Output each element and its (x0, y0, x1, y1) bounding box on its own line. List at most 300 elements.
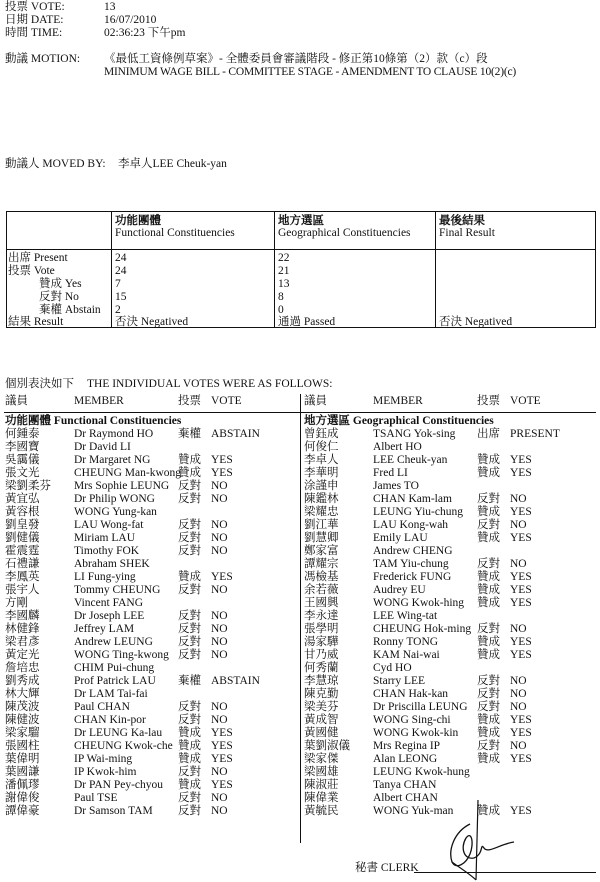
member-row (304, 454, 596, 467)
vote-en: NO (211, 766, 228, 778)
member-name-en: Tanya CHAN (373, 779, 437, 791)
functional-vote: 24 (115, 265, 127, 277)
vote-zh: 贊成 (477, 714, 500, 726)
vote-en: NO (211, 480, 228, 492)
member-name-en: WONG Kwok-hing (373, 597, 465, 609)
member-name-zh: 劉秀成 (5, 675, 40, 687)
col-header-functional-zh: 功能團體 (115, 215, 161, 227)
vote-zh: 贊成 (178, 740, 201, 752)
member-name-en: Andrew LEUNG (74, 636, 153, 648)
member-name-en: WONG Sing-chi (373, 714, 451, 726)
vote-en: NO (510, 701, 527, 713)
member-row (5, 441, 295, 454)
vote-en: NO (211, 805, 228, 817)
member-name-zh: 黃毓民 (304, 805, 339, 817)
functional-abstain: 2 (115, 304, 121, 316)
member-name-en: CHAN Kam-lam (373, 493, 452, 505)
member-name-zh: 黃容根 (5, 506, 40, 518)
member-name-en: Mrs Sophie LEUNG (74, 480, 170, 492)
member-name-zh: 張國柱 (5, 740, 40, 752)
member-row (5, 532, 295, 545)
member-name-zh: 霍震霆 (5, 545, 40, 557)
geographical-yes: 13 (278, 278, 290, 290)
member-name-zh: 李永達 (304, 610, 339, 622)
vote-en: NO (211, 532, 228, 544)
vote-zh: 反對 (477, 519, 500, 531)
member-row (5, 584, 295, 597)
col-header-geographical-en: Geographical Constituencies (278, 227, 411, 239)
member-name-en: Dr Margaret NG (74, 454, 151, 466)
vote-zh: 棄權 (178, 428, 201, 440)
member-name-zh: 黃國健 (304, 727, 339, 739)
functional-present: 24 (115, 252, 127, 264)
vote-zh: 出席 (477, 428, 500, 440)
vote-en: YES (211, 727, 233, 739)
functional-yes: 7 (115, 278, 121, 290)
clerk-signature (440, 798, 520, 882)
member-name-en: Andrew CHENG (373, 545, 453, 557)
date-value: 16/07/2010 (104, 14, 157, 26)
final-result: 否決 Negatived (439, 316, 513, 328)
member-row (304, 753, 596, 766)
vote-en: YES (510, 649, 532, 661)
vote-zh: 贊成 (477, 805, 500, 817)
member-name-en: KAM Nai-wai (373, 649, 440, 661)
member-name-zh: 陳淑莊 (304, 779, 339, 791)
member-name-zh: 梁家傑 (304, 753, 339, 765)
vote-en: NO (510, 558, 527, 570)
vote-zh: 贊成 (477, 506, 500, 518)
moved-by-value: 李卓人LEE Cheuk-yan (118, 158, 227, 170)
member-row (304, 779, 596, 792)
member-name-en: Alan LEONG (373, 753, 438, 765)
vote-en: YES (510, 597, 532, 609)
motion-title-en: MINIMUM WAGE BILL - COMMITTEE STAGE - AMENDMENT TO CLAUSE 10(2)(c) (104, 66, 516, 78)
col-member-en-right: MEMBER (373, 395, 423, 407)
member-row (304, 597, 596, 610)
member-name-zh: 何俊仁 (304, 441, 339, 453)
vote-en: YES (510, 532, 532, 544)
vote-zh: 贊成 (477, 727, 500, 739)
row-label-no: 反對 No (39, 291, 79, 303)
vote-zh: 反對 (477, 701, 500, 713)
vote-number: 13 (104, 1, 116, 13)
col-header-final-en: Final Result (439, 227, 495, 239)
member-name-en: WONG Yuk-man (373, 805, 454, 817)
table-divider (435, 212, 436, 327)
member-name-en: CHEUNG Kwok-che (74, 740, 173, 752)
member-name-en: WONG Kwok-kin (373, 727, 459, 739)
vote-zh: 反對 (178, 519, 201, 531)
vote-en: YES (211, 753, 233, 765)
vote-en: NO (211, 649, 228, 661)
col-vote-en-right: VOTE (510, 395, 541, 407)
member-name-zh: 劉皇發 (5, 519, 40, 531)
member-name-zh: 甘乃威 (304, 649, 339, 661)
member-row (5, 610, 295, 623)
geographical-abstain: 0 (278, 304, 284, 316)
geographical-section-label: 地方選區 Geographical Constituencies (304, 415, 494, 427)
vote-zh: 反對 (178, 792, 201, 804)
member-name-zh: 謝偉俊 (5, 792, 40, 804)
member-name-zh: 李慧琼 (304, 675, 339, 687)
vote-zh: 贊成 (477, 584, 500, 596)
member-name-en: Timothy FOK (74, 545, 140, 557)
member-name-en: LEUNG Yiu-chung (373, 506, 463, 518)
vote-en: NO (211, 636, 228, 648)
member-name-zh: 林大輝 (5, 688, 40, 700)
member-row (304, 480, 596, 493)
member-row (5, 662, 295, 675)
member-name-zh: 梁國雄 (304, 766, 339, 778)
member-row (304, 467, 596, 480)
individual-title-zh: 個別表決如下 (5, 378, 74, 390)
member-row (5, 493, 295, 506)
member-row (304, 701, 596, 714)
member-name-zh: 梁君彥 (5, 636, 40, 648)
vote-zh: 反對 (178, 480, 201, 492)
col-vote-zh-left: 投票 (178, 395, 201, 407)
member-row (5, 753, 295, 766)
member-name-en: TAM Yiu-chung (373, 558, 449, 570)
member-row (5, 506, 295, 519)
member-name-zh: 李卓人 (304, 454, 339, 466)
member-name-en: Dr LEUNG Ka-lau (74, 727, 163, 739)
member-name-en: CHAN Hak-kan (373, 688, 449, 700)
member-name-zh: 黃宜弘 (5, 493, 40, 505)
member-name-zh: 陳克勤 (304, 688, 339, 700)
row-label-yes: 贊成 Yes (39, 278, 82, 290)
vote-zh: 贊成 (178, 779, 201, 791)
member-name-zh: 方剛 (5, 597, 28, 609)
functional-result: 否決 Negatived (115, 316, 189, 328)
vote-en: YES (211, 740, 233, 752)
member-row (5, 467, 295, 480)
table-divider (274, 212, 275, 327)
member-name-en: Albert CHAN (373, 792, 438, 804)
member-name-en: WONG Yung-kan (74, 506, 157, 518)
vote-en: YES (211, 779, 233, 791)
member-row (5, 454, 295, 467)
vote-zh: 反對 (477, 493, 500, 505)
vote-en: NO (510, 688, 527, 700)
member-name-zh: 張宇人 (5, 584, 40, 596)
member-name-zh: 黃定光 (5, 649, 40, 661)
vote-en: NO (510, 519, 527, 531)
member-row (5, 792, 295, 805)
member-name-zh: 葉劉淑儀 (304, 740, 350, 752)
member-name-en: Dr Raymond HO (74, 428, 154, 440)
vote-en: NO (211, 623, 228, 635)
member-name-en: Dr Samson TAM (74, 805, 153, 817)
member-name-zh: 何秀蘭 (304, 662, 339, 674)
vote-en: ABSTAIN (211, 428, 260, 440)
member-name-zh: 梁劉柔芬 (5, 480, 51, 492)
member-name-en: Dr Priscilla LEUNG (373, 701, 468, 713)
member-name-en: LEE Wing-tat (373, 610, 438, 622)
member-name-zh: 湯家驊 (304, 636, 339, 648)
member-row (5, 740, 295, 753)
vote-zh: 反對 (178, 493, 201, 505)
member-name-en: Dr Philip WONG (74, 493, 155, 505)
member-row (5, 571, 295, 584)
member-row (5, 727, 295, 740)
vote-zh: 反對 (178, 636, 201, 648)
member-name-zh: 陳偉業 (304, 792, 339, 804)
vote-en: NO (510, 675, 527, 687)
member-name-zh: 李國寶 (5, 441, 40, 453)
vote-zh: 棄權 (178, 675, 201, 687)
member-name-en: WONG Ting-kwong (74, 649, 169, 661)
member-name-en: Albert HO (373, 441, 422, 453)
functional-section-label: 功能團體 Functional Constituencies (5, 415, 182, 427)
member-name-en: CHIM Pui-chung (74, 662, 155, 674)
geographical-vote: 21 (278, 265, 290, 277)
member-name-en: Paul TSE (74, 792, 118, 804)
member-name-en: James TO (373, 480, 419, 492)
member-row (5, 480, 295, 493)
member-row (5, 675, 295, 688)
vote-zh: 反對 (178, 584, 201, 596)
member-name-zh: 張學明 (304, 623, 339, 635)
table-divider (7, 249, 595, 250)
geographical-votes-list (304, 428, 596, 818)
vote-zh: 贊成 (477, 597, 500, 609)
member-name-zh: 王國興 (304, 597, 339, 609)
member-row (304, 441, 596, 454)
member-row (5, 701, 295, 714)
vote-en: PRESENT (510, 428, 560, 440)
member-name-en: LAU Kong-wah (373, 519, 449, 531)
member-name-zh: 陳鑑林 (304, 493, 339, 505)
member-row (304, 623, 596, 636)
member-name-zh: 吳靄儀 (5, 454, 40, 466)
member-row (5, 766, 295, 779)
vote-zh: 反對 (477, 623, 500, 635)
member-row (304, 532, 596, 545)
col-header-geographical-zh: 地方選區 (278, 215, 324, 227)
vote-en: ABSTAIN (211, 675, 260, 687)
vote-zh: 贊成 (477, 753, 500, 765)
member-name-zh: 詹培忠 (5, 662, 40, 674)
member-row (304, 662, 596, 675)
member-row (304, 740, 596, 753)
member-name-zh: 石禮謙 (5, 558, 40, 570)
vote-label: 投票 VOTE: (5, 1, 65, 13)
member-row (304, 727, 596, 740)
vote-en: NO (510, 740, 527, 752)
member-row (5, 623, 295, 636)
member-row (5, 597, 295, 610)
member-row (304, 636, 596, 649)
member-row (304, 688, 596, 701)
member-row (304, 766, 596, 779)
vote-zh: 贊成 (178, 753, 201, 765)
member-row (5, 649, 295, 662)
member-name-en: LEE Cheuk-yan (373, 454, 448, 466)
moved-by-label: 動議人 MOVED BY: (5, 158, 106, 170)
date-label: 日期 DATE: (5, 14, 64, 26)
member-name-en: Abraham SHEK (74, 558, 150, 570)
time-label: 時間 TIME: (5, 27, 63, 39)
member-row (304, 519, 596, 532)
member-name-zh: 馮檢基 (304, 571, 339, 583)
vote-en: YES (510, 805, 532, 817)
member-row (304, 493, 596, 506)
geographical-no: 8 (278, 291, 284, 303)
summary-table (6, 211, 596, 328)
vote-zh: 贊成 (477, 454, 500, 466)
vote-zh: 贊成 (477, 532, 500, 544)
member-name-zh: 譚耀宗 (304, 558, 339, 570)
member-name-zh: 梁耀忠 (304, 506, 339, 518)
member-name-en: Prof Patrick LAU (74, 675, 156, 687)
vote-en: NO (211, 792, 228, 804)
vote-zh: 贊成 (178, 571, 201, 583)
motion-title-zh: 《最低工資條例草案》- 全體委員會審議階段 - 修正第10條第（2）款（c）段 (104, 53, 488, 65)
row-label-present: 出席 Present (8, 252, 68, 264)
vote-en: YES (510, 584, 532, 596)
member-row (5, 519, 295, 532)
vote-zh: 反對 (178, 649, 201, 661)
member-row (304, 506, 596, 519)
vote-en: NO (211, 493, 228, 505)
member-name-zh: 陳健波 (5, 714, 40, 726)
vote-zh: 反對 (178, 545, 201, 557)
member-name-zh: 何鍾泰 (5, 428, 40, 440)
member-row (304, 428, 596, 441)
vote-zh: 反對 (178, 532, 201, 544)
member-name-zh: 涂謹申 (304, 480, 339, 492)
vote-en: NO (510, 493, 527, 505)
member-name-zh: 余若薇 (304, 584, 339, 596)
member-row (5, 805, 295, 818)
member-name-en: Tommy CHEUNG (74, 584, 161, 596)
member-name-zh: 潘佩璆 (5, 779, 40, 791)
member-name-en: Dr LAM Tai-fai (74, 688, 148, 700)
member-name-en: Emily LAU (373, 532, 428, 544)
member-row (5, 636, 295, 649)
member-row (5, 428, 295, 441)
member-row (304, 610, 596, 623)
member-name-en: Dr Joseph LEE (74, 610, 145, 622)
member-row (304, 675, 596, 688)
member-name-en: Paul CHAN (74, 701, 130, 713)
vote-zh: 反對 (178, 805, 201, 817)
vote-en: NO (211, 584, 228, 596)
member-row (304, 714, 596, 727)
member-name-zh: 譚偉豪 (5, 805, 40, 817)
row-label-vote: 投票 Vote (8, 265, 55, 277)
vote-zh: 反對 (178, 766, 201, 778)
geographical-result: 通過 Passed (278, 316, 336, 328)
member-name-zh: 李華明 (304, 467, 339, 479)
member-name-en: Miriam LAU (74, 532, 136, 544)
vote-en: YES (211, 454, 233, 466)
vote-zh: 贊成 (178, 454, 201, 466)
member-name-en: Jeffrey LAM (74, 623, 135, 635)
clerk-signature-line (414, 872, 596, 873)
member-name-en: Frederick FUNG (373, 571, 452, 583)
member-name-en: CHEUNG Man-kwong (74, 467, 182, 479)
vote-en: NO (211, 714, 228, 726)
individual-title-en: THE INDIVIDUAL VOTES WERE AS FOLLOWS: (87, 378, 333, 390)
member-row (5, 714, 295, 727)
vote-en: YES (510, 506, 532, 518)
time-value: 02:36:23 下午pm (104, 27, 186, 39)
vote-zh: 反對 (477, 675, 500, 687)
col-header-functional-en: Functional Constituencies (115, 227, 235, 239)
member-name-zh: 劉健儀 (5, 532, 40, 544)
vote-en: NO (211, 610, 228, 622)
vote-zh: 反對 (477, 740, 500, 752)
col-header-final-zh: 最後結果 (439, 215, 485, 227)
member-name-zh: 曾鈺成 (304, 428, 339, 440)
vote-en: YES (211, 467, 233, 479)
member-row (304, 558, 596, 571)
member-name-en: Cyd HO (373, 662, 412, 674)
vote-en: NO (211, 545, 228, 557)
vote-zh: 反對 (477, 558, 500, 570)
functional-votes-list (5, 428, 295, 818)
member-name-en: IP Wai-ming (74, 753, 133, 765)
vote-zh: 反對 (477, 688, 500, 700)
column-divider (300, 394, 301, 843)
member-name-en: Audrey EU (373, 584, 426, 596)
member-row (5, 688, 295, 701)
member-name-en: LAU Wong-fat (74, 519, 144, 531)
vote-zh: 反對 (178, 623, 201, 635)
vote-en: NO (510, 623, 527, 635)
member-name-zh: 黃成智 (304, 714, 339, 726)
vote-zh: 贊成 (477, 571, 500, 583)
member-row (304, 649, 596, 662)
member-name-en: Vincent FANG (74, 597, 144, 609)
member-name-en: Mrs Regina IP (373, 740, 441, 752)
vote-en: YES (510, 467, 532, 479)
member-row (304, 584, 596, 597)
table-divider (111, 212, 112, 327)
member-name-en: Ronny TONG (373, 636, 439, 648)
vote-zh: 贊成 (178, 727, 201, 739)
member-name-zh: 張文光 (5, 467, 40, 479)
member-row (5, 779, 295, 792)
member-name-en: IP Kwok-him (74, 766, 137, 778)
member-name-zh: 葉國謙 (5, 766, 40, 778)
row-label-abstain: 棄權 Abstain (39, 304, 101, 316)
member-name-en: Dr David LI (74, 441, 131, 453)
vote-en: YES (510, 571, 532, 583)
member-name-en: TSANG Yok-sing (373, 428, 456, 440)
vote-en: YES (510, 714, 532, 726)
vote-zh: 反對 (178, 610, 201, 622)
vote-zh: 贊成 (477, 467, 500, 479)
member-name-zh: 梁美芬 (304, 701, 339, 713)
member-name-zh: 葉偉明 (5, 753, 40, 765)
member-row (5, 545, 295, 558)
functional-no: 15 (115, 291, 127, 303)
vote-zh: 贊成 (178, 467, 201, 479)
vote-zh: 贊成 (477, 636, 500, 648)
member-row (304, 545, 596, 558)
member-name-en: Dr PAN Pey-chyou (74, 779, 164, 791)
col-member-zh-right: 議員 (304, 395, 327, 407)
member-row (304, 571, 596, 584)
vote-zh: 反對 (178, 714, 201, 726)
vote-en: NO (211, 519, 228, 531)
vote-en: YES (510, 727, 532, 739)
member-name-en: LI Fung-ying (74, 571, 136, 583)
